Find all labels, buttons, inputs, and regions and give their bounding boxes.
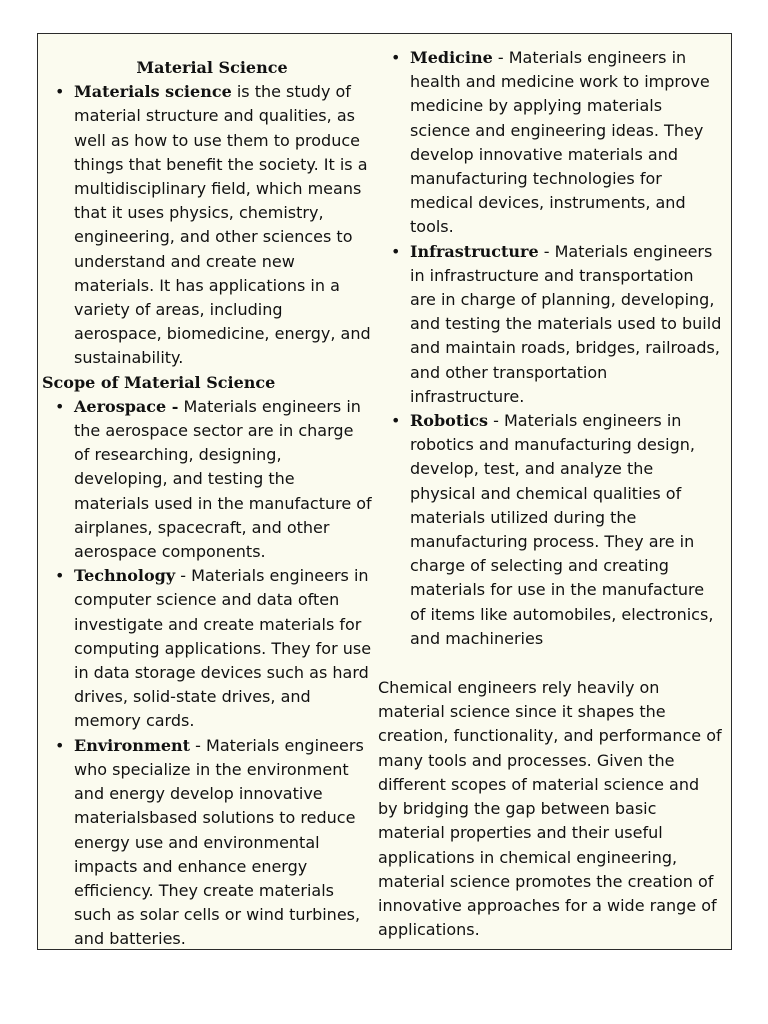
item-term: Infrastructure xyxy=(410,241,539,261)
list-item xyxy=(74,564,372,733)
intro-item xyxy=(74,80,372,370)
item-term: Robotics xyxy=(410,411,489,431)
intro-term: Materials science xyxy=(74,82,232,102)
document-title: Material Science xyxy=(136,58,288,77)
item-text: Materials engineers in the aerospace sector are in charge of researching, designing, developing, and testing the materials used in the manufacture of airplanes, spacecraft, and other aerospace components. xyxy=(74,396,372,562)
intro-text: is the study of material structure and qualities, as well as how to use them to produce things that benefit the society. It is a multidisciplinary field, which means that it uses physics, chemistry, engineering, and other sciences to understand and create new materials. It has applications in a variety of areas, including aerospace, biomedicine, energy, and sustainability. xyxy=(74,82,371,368)
item-term: Environment xyxy=(74,735,191,755)
list-item xyxy=(410,240,723,409)
scope-list-left xyxy=(42,395,372,952)
list-item xyxy=(74,395,372,564)
conclusion-paragraph: Chemical engineers rely heavily on material science since it shapes the creation, functionality, and performance of many tools and processes. Given the different scopes of material science and by bridging the gap between basic material properties and their useful applications in chemical engineering, material science promotes the creation of innovative approaches for a wide range of applications. xyxy=(378,678,722,940)
item-text: - Materials engineers in computer science and data often investigate and create materials for computing applications. They for use in data storage devices such as hard drives, solid-state drives, and memory cards. xyxy=(74,566,372,731)
item-term: Medicine xyxy=(410,48,493,67)
scope-heading: Scope of Material Science xyxy=(42,372,276,392)
item-text: - Materials engineers in infrastructure and transportation are in charge of planning, developing, and testing the materials used to build and maintain roads, bridges, railroads, and other transportation infrastructure. xyxy=(410,241,722,406)
list-item xyxy=(74,734,372,952)
item-text: - Materials engineers in health and medicine work to improve medicine by applying materials science and engineering ideas. They develop innovative materials and manufacturing technologies for medical devices, instruments, and tools. xyxy=(410,48,710,237)
right-column xyxy=(378,46,723,942)
intro-list xyxy=(42,80,372,370)
item-text: - Materials engineers who specialize in the environment and energy develop innovative materialsbased solutions to reduce energy use and environmental impacts and enhance energy efficiency. They create materials such as solar cells or wind turbines, and batteries. xyxy=(74,735,364,949)
item-term: Aerospace - xyxy=(74,396,179,416)
left-column xyxy=(42,46,372,952)
list-item xyxy=(410,409,723,651)
item-text: - Materials engineers in robotics and manufacturing design, develop, test, and analyze the physical and chemical qualities of materials utilized during the manufacturing process. They are in charge of selecting and creating materials for use in the manufacture of items like automobiles, electronics, and machineries xyxy=(410,411,714,648)
document-page xyxy=(37,33,732,950)
item-term: Technology xyxy=(74,566,176,586)
scope-list-right xyxy=(378,46,723,651)
list-item xyxy=(410,46,723,240)
